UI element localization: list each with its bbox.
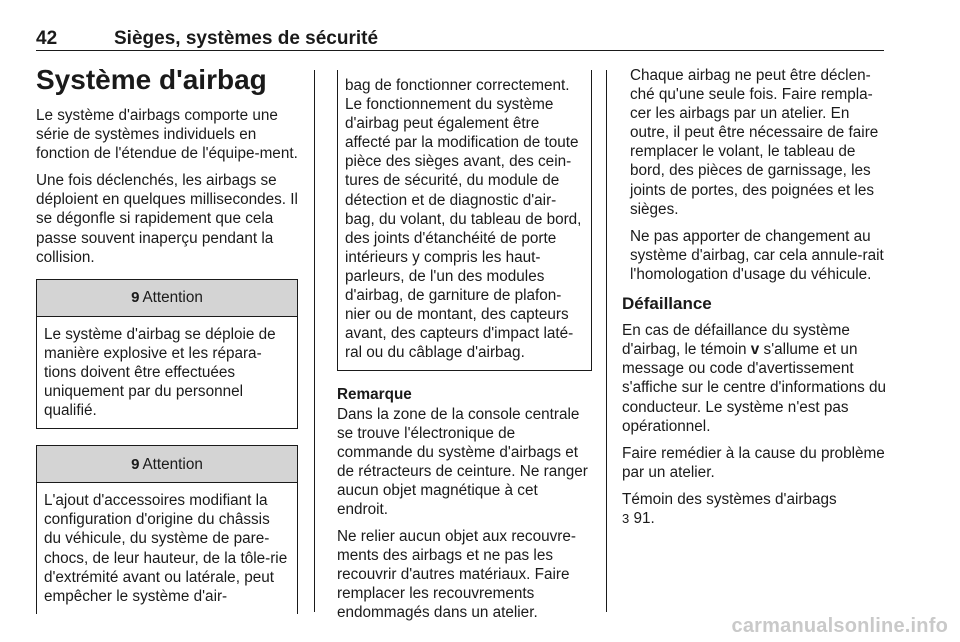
warning-box-continued xyxy=(337,70,592,371)
warning-triangle-icon: 9 xyxy=(131,289,140,307)
warning-title: Attention xyxy=(142,289,203,307)
repair-paragraph: Faire remédier à la cause du problème par un atelier. xyxy=(622,444,885,481)
column-3 xyxy=(622,66,888,528)
failure-paragraph: En cas de défaillance du système d'airbag, le témoin v s'allume et un message ou code d'avertissement s'affiche sur le centre d'informations du conducteur. Le système n'est pas opérationnel. xyxy=(622,322,887,435)
warning-continued-text: bag de fonctionner correctement. Le fonctionnement du système d'airbag peut également être affecté par la modification de toute pièce des sièges avant, des cein-tures de sécurité, du module de détection et de diagnostic d'air-bag, du volant, du tableau de bord, des joints d'étanchéité de porte intérieurs y compris les haut-parleurs, de l'un des modules d'airbag, de garniture de plafon-nier ou de montant, des capteurs avant, des capteurs d'impact laté-ral ou du câblage d'airbag. xyxy=(345,77,582,362)
warning-text: Le système d'airbag se déploie de manière explosive et les répara-tions doivent être effectuées uniquement par du personnel qualifié. xyxy=(44,325,276,420)
note-paragraph-2: Ne relier aucun objet aux recouvre-ments des airbags et ne pas les recouvrir d'autres matériaux. Faire remplacer les recouvrements endommagés dans un atelier. xyxy=(337,528,576,622)
warning-box-2 xyxy=(36,445,298,614)
note-paragraph-1: Dans la zone de la console centrale se trouve l'électronique de commande du système d'airbags et de rétracteurs de ceinture. Ne ranger aucun objet magnétique à cet endroit. xyxy=(337,405,588,518)
warning-triangle-icon: 9 xyxy=(131,455,140,473)
intro-paragraph: Le système d'airbags comporte une série de systèmes individuels en fonction de l'étendue de l'équipe-ment. xyxy=(36,107,298,163)
warning-text: L'ajout d'accessoires modifiant la configuration d'origine du châssis du véhicule, du système de pare-chocs, de leur hauteur, de la tôle-rie d'extrémité avant ou latérale, peut empêcher le système d'air- xyxy=(44,492,288,605)
reference-arrow-icon: 3 xyxy=(622,510,630,526)
deployment-once-paragraph: Chaque airbag ne peut être déclen-ché qu'une seule fois. Faire rempla-cer les airbags par un atelier. En outre, il peut être nécessaire de faire remplacer le volant, le tableau de bord, des pièces de garnissage, les joints de portes, des poignées et les sièges. xyxy=(630,67,879,218)
warning-title: Attention xyxy=(142,455,203,473)
warning-box-header xyxy=(37,280,297,317)
watermark: carmanualsonline.info xyxy=(731,615,948,637)
no-modification-paragraph: Ne pas apporter de changement au système d'airbag, car cela annule-rait l'homologation d'usage du véhicule. xyxy=(630,227,884,283)
column-divider-1 xyxy=(314,70,315,612)
reference-page: 91. xyxy=(633,509,655,527)
subsection-title: Défaillance xyxy=(622,294,712,314)
warning-box-1 xyxy=(36,279,298,429)
section-title: Système d'airbag xyxy=(36,64,267,95)
warning-box-header xyxy=(37,446,297,483)
cross-reference: Témoin des systèmes d'airbags 3 91. xyxy=(622,490,837,527)
note-title: Remarque xyxy=(337,386,412,404)
header-rule xyxy=(36,50,884,51)
page-number: 42 xyxy=(36,28,58,49)
column-divider-2 xyxy=(606,70,607,612)
column-2 xyxy=(337,70,592,631)
airbag-warning-icon: v xyxy=(750,341,760,359)
running-title: Sièges, systèmes de sécurité xyxy=(114,28,379,49)
page-header xyxy=(36,28,884,50)
column-1 xyxy=(36,58,298,614)
deployment-paragraph: Une fois déclenchés, les airbags se déploient en quelques millisecondes. Il se dégonfle si rapidement que cela passe souvent inaperçu pendant la collision. xyxy=(36,172,298,266)
